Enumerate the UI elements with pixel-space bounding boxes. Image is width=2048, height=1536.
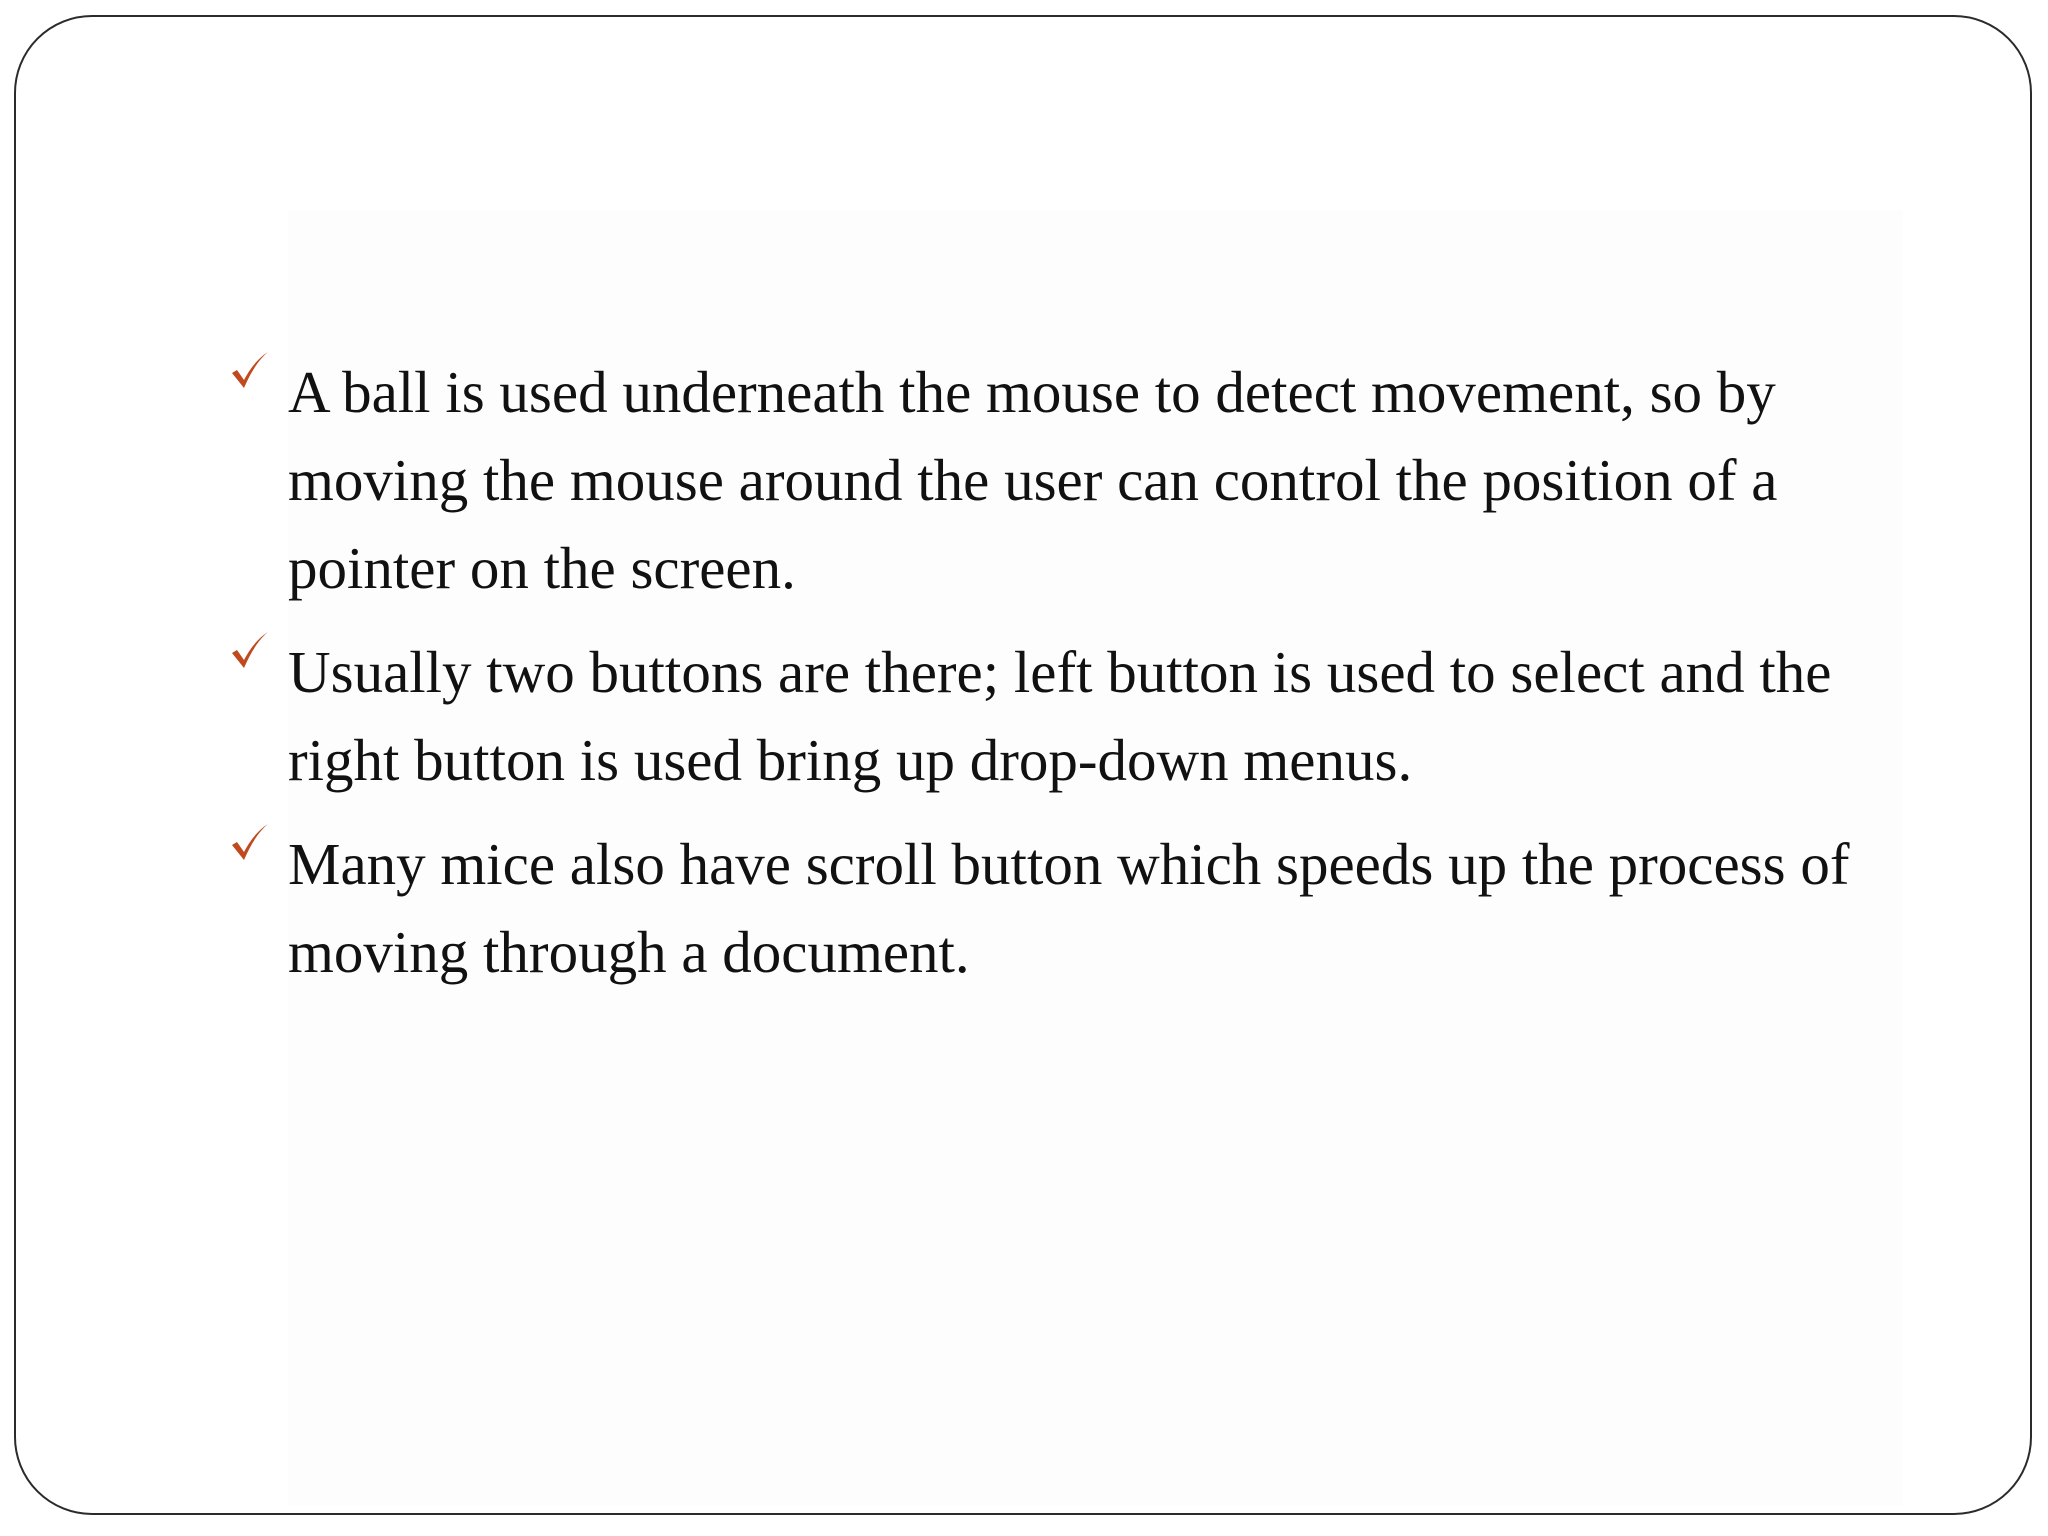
bullet-list — [228, 348, 1928, 1012]
checkmark-icon — [228, 626, 272, 676]
bullet-item — [228, 348, 1928, 612]
bullet-text: A ball is used underneath the mouse to detect movement, so by moving the mouse around the user can control the position of a pointer on the screen. — [288, 359, 1778, 601]
checkmark-icon — [228, 818, 272, 868]
checkmark-icon — [228, 346, 272, 396]
bullet-item — [228, 628, 1928, 804]
bullet-item — [228, 820, 1928, 996]
bullet-text: Usually two buttons are there; left button is used to select and the right button is used bring up drop-down menus. — [288, 639, 1832, 793]
bullet-text: Many mice also have scroll button which speeds up the process of moving through a document. — [288, 831, 1850, 985]
